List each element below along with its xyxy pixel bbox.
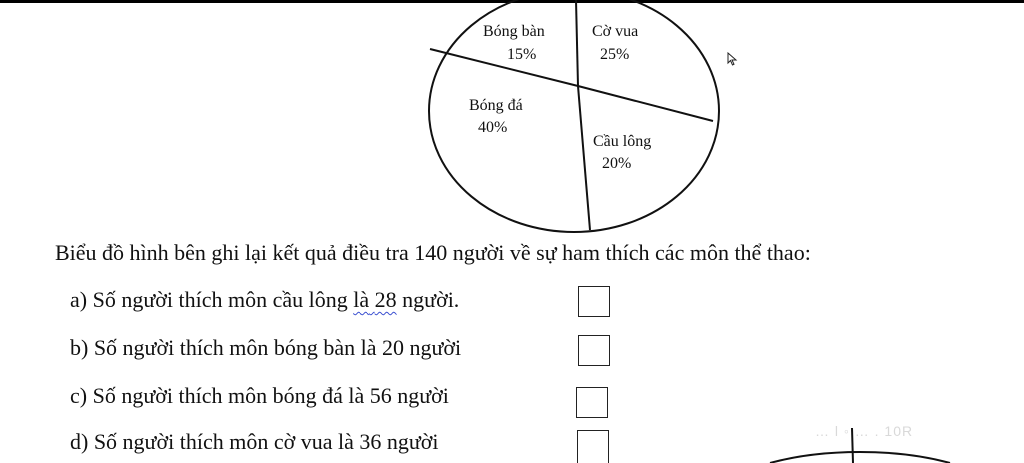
option-b: b) Số người thích môn bóng bàn là 20 người: [70, 335, 462, 360]
mouse-pointer-icon: [727, 52, 739, 66]
option-a: [70, 287, 459, 313]
option-a-prefix: a) Số người thích môn cầu lông: [70, 287, 354, 312]
slice-value-co-vua: 25%: [600, 46, 630, 63]
option-a-underlined-word: là: [353, 287, 370, 312]
slice-value-cau-long: 20%: [602, 155, 632, 172]
option-c-answer-box[interactable]: [576, 387, 608, 418]
slice-value-bong-ban: 15%: [507, 46, 537, 63]
option-c: c) Số người thích môn bóng đá là 56 người: [70, 383, 449, 408]
question-text: Biểu đồ hình bên ghi lại kết quả điều tra 140 người về sự ham thích các môn thể thao:: [55, 240, 811, 265]
option-d: d) Số người thích môn cờ vua là 36 người: [70, 429, 439, 454]
slice-label-cau-long: Cầu lông: [593, 133, 652, 150]
option-a-answer-box[interactable]: [578, 286, 610, 317]
partial-pie-arc: [770, 452, 950, 463]
option-a-number: 28: [374, 287, 397, 312]
faded-watermark-text: … l ◦ … . 10R: [815, 423, 914, 439]
slice-label-bong-da: Bóng đá: [469, 97, 523, 114]
slice-label-co-vua: Cờ vua: [592, 23, 639, 40]
slice-value-bong-da: 40%: [478, 119, 508, 136]
option-a-suffix: người.: [396, 287, 460, 312]
option-b-answer-box[interactable]: [578, 335, 610, 366]
option-d-answer-box[interactable]: [577, 430, 609, 463]
slice-label-bong-ban: Bóng bàn: [483, 23, 545, 40]
